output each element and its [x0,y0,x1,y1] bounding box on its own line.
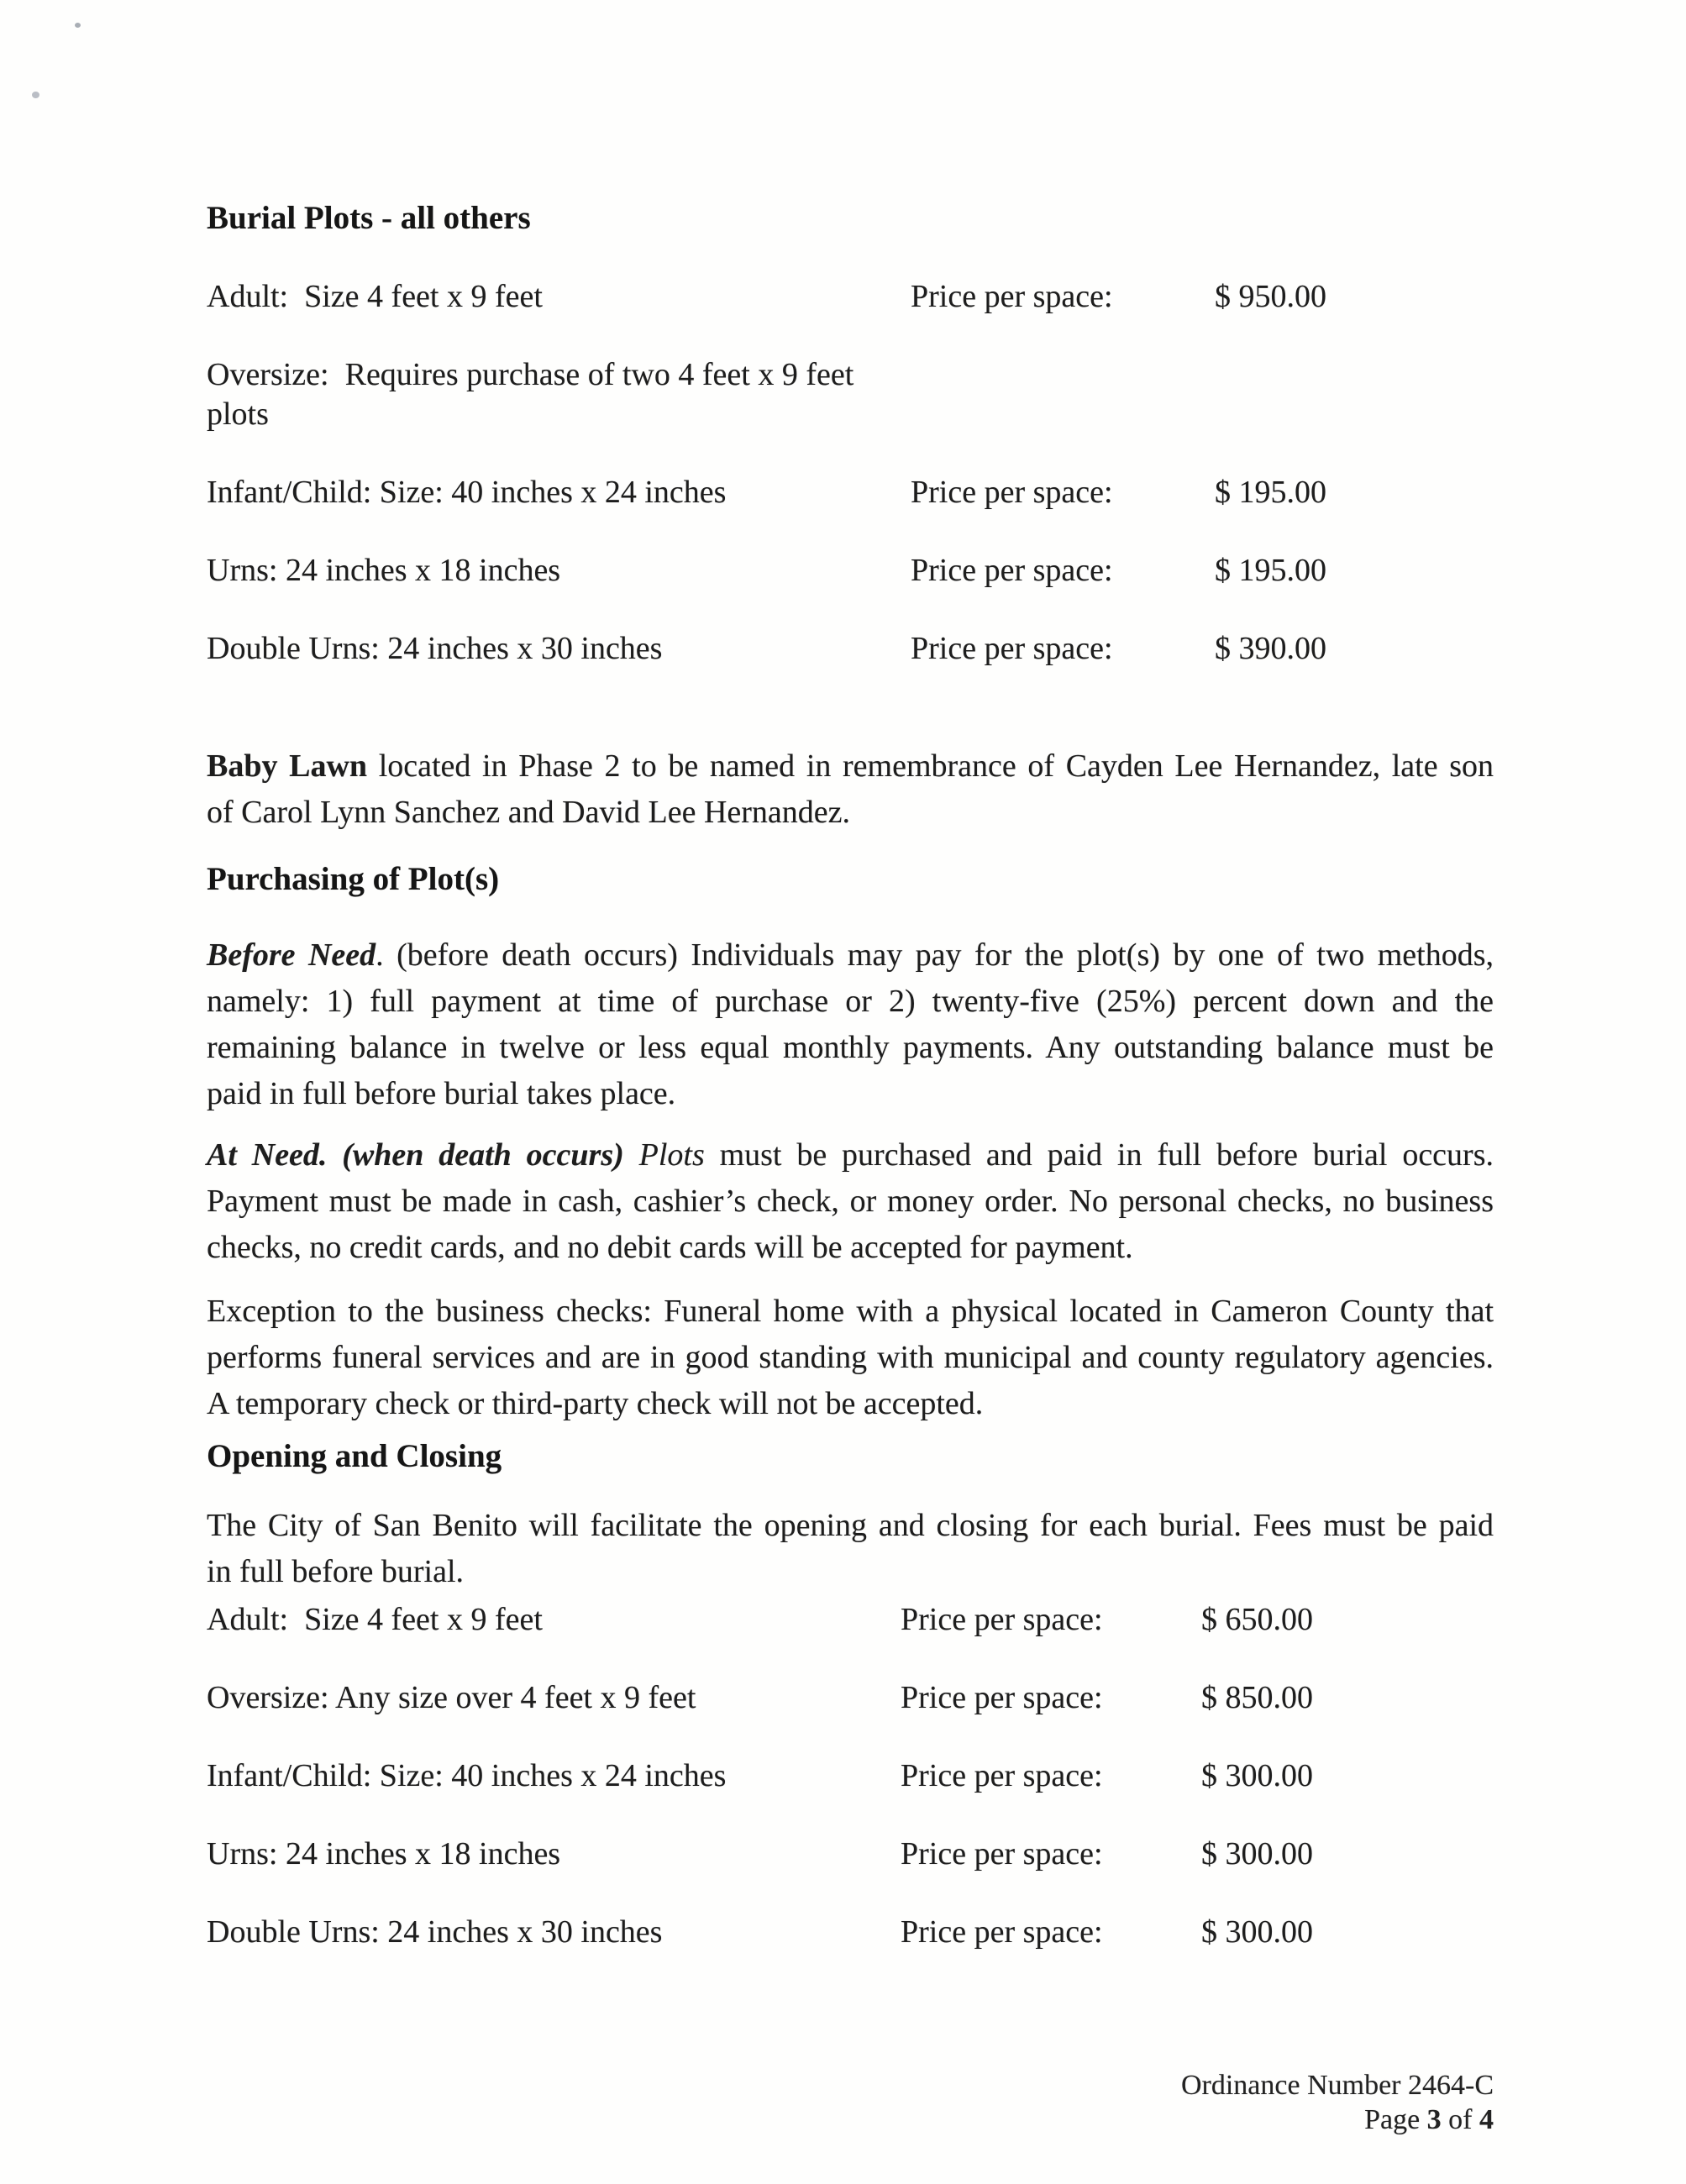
section-heading-burial-plots: Burial Plots - all others [207,200,531,236]
plot-type-label: Oversize: Any size over 4 feet x 9 feet [207,1680,696,1715]
price-amount: $ 390.00 [1215,631,1326,666]
price-amount: $ 300.00 [1201,1758,1313,1793]
price-amount: $ 950.00 [1215,279,1326,314]
paragraph-line [207,932,1494,979]
scan-speck [32,92,39,98]
opening-closing-intro-paragraph [207,1503,1494,1595]
price-per-space-label: Price per space: [901,1758,1103,1793]
at-need-paragraph [207,1132,1494,1271]
paragraph-line: in full before burial. [207,1554,465,1589]
paragraph-line: Exception to the business checks: Funeral home with a physical located in Cameron County that [207,1294,1494,1329]
paragraph-line: checks, no credit cards, and no debit cards will be accepted for payment. [207,1230,1133,1265]
price-amount: $ 300.00 [1201,1914,1313,1950]
of-word: of [1441,2104,1479,2135]
paragraph-line: of Carol Lynn Sanchez and David Lee Hernandez. [207,795,851,830]
paragraph-line: Payment must be made in cash, cashier’s check, or money order. No personal checks, no business [207,1184,1494,1219]
price-amount: $ 300.00 [1201,1836,1313,1872]
price-per-space-label: Price per space: [911,553,1113,588]
before-need-paragraph [207,932,1494,1117]
page-total: 4 [1479,2104,1494,2135]
price-per-space-label: Price per space: [901,1836,1103,1872]
price-amount: $ 195.00 [1215,475,1326,510]
price-amount: $ 195.00 [1215,553,1326,588]
plot-type-label: Urns: 24 inches x 18 inches [207,553,561,588]
paragraph-line: A temporary check or third-party check will not be accepted. [207,1386,984,1421]
price-amount: $ 650.00 [1201,1602,1313,1637]
baby-lawn-paragraph [207,743,1494,836]
price-per-space-label: Price per space: [911,475,1113,510]
opening-closing-price-list [207,1600,1494,1952]
page-footer [1181,2068,1494,2137]
plot-type-label: Adult: Size 4 feet x 9 feet [207,279,543,314]
paragraph-text: . (before death occurs) Individuals may pay for the plot(s) by one of two methods, [376,937,1494,973]
ordinance-number: Ordinance Number 2464-C [1180,2070,1494,2101]
document-content [207,199,1494,1952]
paragraph-line: paid in full before burial takes place. [207,1076,676,1111]
price-row [207,629,1494,669]
paragraph-line [207,1132,1494,1179]
burial-plots-price-list [207,277,1494,669]
paragraph-text: located in Phase 2 to be named in remembrance of Cayden Lee Hernandez, late son [367,748,1494,784]
price-amount: $ 850.00 [1201,1680,1313,1715]
price-per-space-label: Price per space: [911,631,1113,666]
baby-lawn-lead: Baby Lawn [207,748,368,784]
paragraph-line: performs funeral services and are in good standing with municipal and county regulatory agencies. [207,1340,1494,1375]
price-per-space-label: Price per space: [901,1602,1103,1637]
price-row [207,1600,1494,1640]
at-need-lead: At Need. (when death occurs) [207,1137,624,1173]
plot-type-label: Double Urns: 24 inches x 30 inches [207,1914,663,1950]
plot-type-label: Adult: Size 4 feet x 9 feet [207,1602,543,1637]
page-number: 3 [1426,2104,1442,2135]
paragraph-line: The City of San Benito will facilitate the opening and closing for each burial. Fees must be paid [207,1508,1494,1543]
page-word: Page [1364,2104,1427,2135]
plot-type-label: Infant/Child: Size: 40 inches x 24 inches [207,475,727,510]
price-row [207,551,1494,591]
plot-type-label: Double Urns: 24 inches x 30 inches [207,631,663,666]
paragraph-line: remaining balance in twelve or less equal monthly payments. Any outstanding balance must be [207,1030,1494,1065]
price-amount [1215,355,1494,434]
price-row [207,355,1494,434]
price-row [207,1678,1494,1718]
scan-speck [75,23,81,28]
price-row [207,1835,1494,1874]
price-row [207,277,1494,317]
section-heading-opening-closing: Opening and Closing [207,1438,502,1474]
price-per-space-label: Price per space: [901,1680,1103,1715]
plot-type-label: Oversize: Requires purchase of two 4 feet x 9 feet plots [207,357,862,432]
page-indicator [1181,2103,1494,2137]
price-row [207,1756,1494,1796]
paragraph-line [207,743,1494,790]
exception-paragraph [207,1289,1494,1427]
paragraph-text: must be purchased and paid in full before burial occurs. [704,1137,1494,1173]
price-per-space-label: Price per space: [911,279,1113,314]
before-need-lead: Before Need [207,937,376,973]
price-row [207,473,1494,512]
price-per-space-label: Price per space: [901,1914,1103,1950]
plot-type-label: Urns: 24 inches x 18 inches [207,1836,561,1872]
section-heading-purchasing: Purchasing of Plot(s) [207,861,500,897]
plots-italic-word: Plots [623,1137,705,1173]
paragraph-line: namely: 1) full payment at time of purchase or 2) twenty-five (25%) percent down and the [207,984,1494,1019]
price-row [207,1913,1494,1952]
plot-type-label: Infant/Child: Size: 40 inches x 24 inches [207,1758,727,1793]
price-per-space-label [911,355,1215,434]
